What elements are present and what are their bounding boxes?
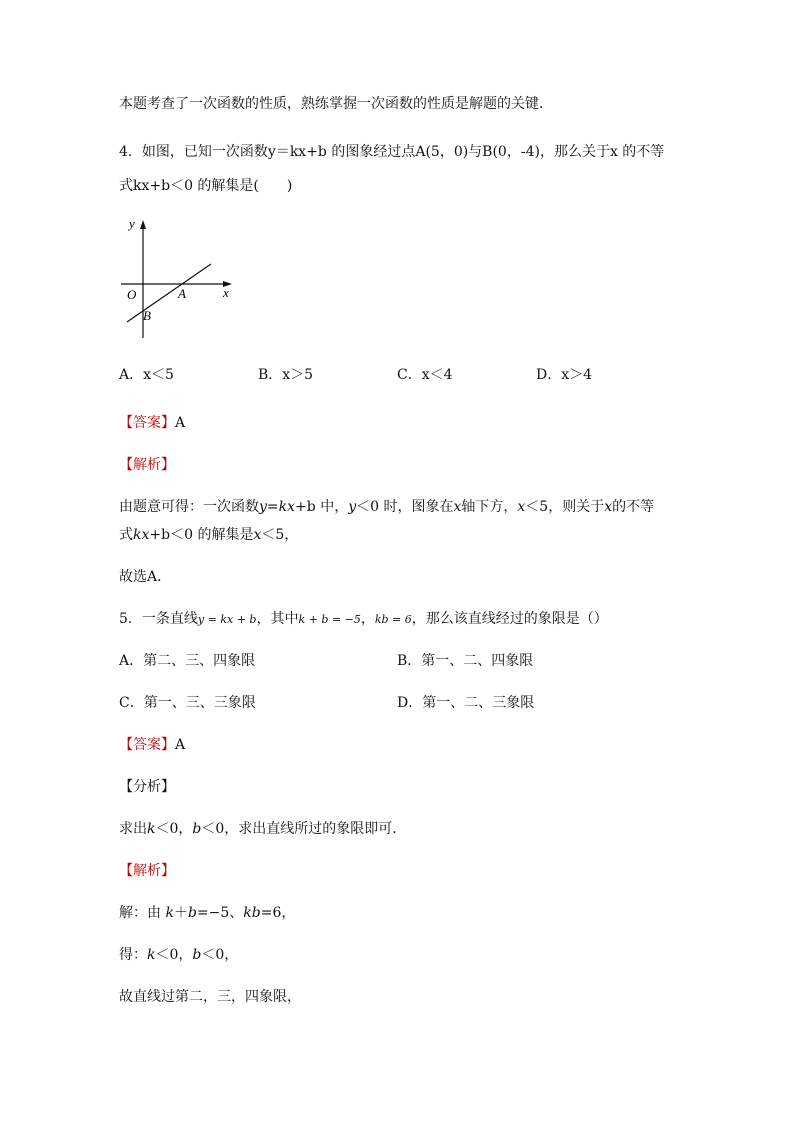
graph-label-b: B: [143, 308, 151, 323]
q5-solution-var: k: [165, 905, 174, 921]
q5-fenxi-tag: 【分析】: [119, 779, 175, 795]
q4-answer-value: A: [175, 415, 186, 431]
q4-analysis-text: 中，: [315, 499, 349, 515]
q5-solution-line3: 故直线过第二，三，四象限，: [119, 989, 301, 1005]
graph-label-origin: O: [127, 287, 137, 302]
graph-label-x: x: [223, 285, 229, 300]
graph-label-y: y: [129, 216, 135, 231]
graph-y-arrow: [140, 220, 146, 229]
q5-solution-line2: [119, 945, 238, 965]
q4-graph: [117, 210, 242, 340]
q5-analysis-tag: 【解析】: [119, 863, 175, 879]
q4-analysis-text: +b: [149, 527, 171, 543]
q5-solution-var: b: [187, 905, 197, 921]
q5-equation: k + b = −5: [298, 613, 361, 626]
q5-choice-a: A．第二、三、四象限: [119, 653, 256, 669]
q5-fenxi-text: ＜0，: [155, 821, 193, 837]
q5-choice-b: B．第一、二、四象限: [397, 653, 534, 669]
q5-solution-text: ＜0，: [155, 947, 193, 963]
q5-solution-text: ＋: [173, 905, 188, 921]
q4-analysis-var: x: [604, 499, 613, 515]
q4-analysis-text: ＜0 的解集是: [170, 527, 254, 543]
q5-answer-tag: 【答案】: [119, 737, 175, 753]
q4-analysis-line2: [119, 525, 298, 545]
q5-fenxi-text: 求出: [119, 821, 147, 837]
q5-fenxi-text: ＜0，求出直线所过的象限即可．: [201, 821, 407, 837]
q5-solution-text: 得：: [119, 947, 147, 963]
q4-analysis-tag: 【解析】: [119, 457, 175, 473]
q5-solution-var: k: [147, 947, 156, 963]
q4-analysis-var: x: [253, 527, 262, 543]
q4-analysis-text: ＜5，则关于: [525, 499, 605, 515]
q4-analysis-var: kx: [278, 499, 296, 515]
q5-solution-text: =6，: [260, 905, 296, 921]
q4-choice-a: A．x＜5: [119, 367, 174, 383]
q5-stem-text: ，其中: [256, 611, 299, 627]
q5-stem-text: 5．一条直线: [119, 611, 198, 627]
q5-choice-d: D．第一、二、三象限: [397, 695, 535, 711]
q5-fenxi: [119, 819, 406, 839]
q5-fenxi-var: k: [147, 821, 156, 837]
q4-analysis-var: kx: [133, 527, 150, 543]
q4-analysis-text: 式: [119, 527, 133, 543]
q5-solution-var: b: [192, 947, 202, 963]
graph-function-line: [127, 264, 211, 322]
q4-conclusion: 故选A．: [119, 569, 172, 585]
q4-analysis-text: =: [266, 499, 279, 515]
q4-analysis-text: ＜5，: [261, 527, 299, 543]
q4-analysis-text: 由题意可得：一次函数: [119, 499, 259, 515]
q5-answer: [119, 735, 185, 755]
q4-analysis-text: +b: [295, 499, 316, 515]
q5-stem: [119, 609, 608, 630]
q5-stem-text: ，: [360, 611, 375, 627]
q5-fenxi-var: b: [192, 821, 202, 837]
q5-solution-text: =−5、: [196, 905, 244, 921]
q4-choice-b: B．x＞5: [258, 367, 314, 383]
q5-answer-value: A: [175, 737, 186, 753]
q4-answer-tag: 【答案】: [119, 415, 175, 431]
q4-analysis-var: y: [259, 499, 267, 515]
q5-choice-c: C．第一、三、三象限: [119, 695, 256, 711]
q5-stem-text: ，那么该直线经过的象限是（）: [411, 611, 608, 627]
graph-label-a: A: [178, 286, 186, 301]
q5-solution-var: kb: [243, 905, 261, 921]
q4-analysis-line1: [119, 497, 654, 517]
q4-analysis-var: y: [348, 499, 357, 515]
q4-analysis-text: 的不等: [612, 499, 655, 515]
q4-analysis-text: ＜0 时，图象在: [356, 499, 454, 515]
q4-choice-d: D．x＞4: [536, 367, 593, 383]
q4-answer: [119, 413, 185, 433]
q5-solution-line1: [119, 903, 295, 923]
q4-stem-line2: 式kx+b＜0 的解集是( ): [119, 178, 293, 194]
q5-solution-text: 解：由: [119, 905, 166, 921]
q5-equation: kb = 6: [374, 613, 412, 626]
q5-equation: y = kx + b: [197, 613, 257, 626]
q4-analysis-var: x: [453, 499, 462, 515]
q5-solution-text: ＜0，: [201, 947, 239, 963]
summary-text: 本题考查了一次函数的性质，熟练掌握一次函数的性质是解题的关键．: [119, 96, 553, 112]
q4-analysis-text: 轴下方，: [461, 499, 518, 515]
q4-analysis-var: x: [517, 499, 526, 515]
q4-choice-c: C．x＜4: [397, 367, 453, 383]
q4-stem-line1: 4．如图，已知一次函数y＝kx+b 的图象经过点A(5，0)与B(0，-4)，那么关于x 的不等: [119, 144, 665, 160]
